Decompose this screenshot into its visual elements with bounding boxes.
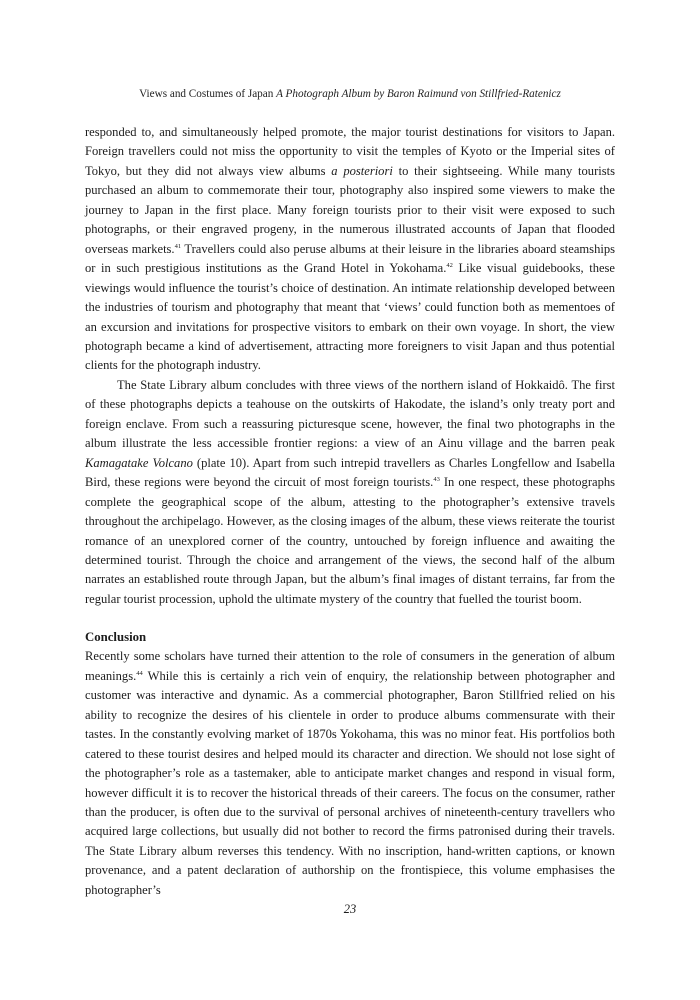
paragraph-2 bbox=[85, 376, 615, 609]
paragraph-2-text-3: In one respect, these photographs complete the geographical scope of the album, attesting to the photographer’s extensive travels throughout the archipelago. However, as the closing images of the album, these views reiterate the tourist romance of an unexplored corner of the country, untouched by foreign influence and awaiting the determined tourist. Through the choice and arrangement of the views, the second half of the album narrates an established route through Japan, but the album’s final images of distant terrains, far from the regular tourist procession, uphold the ultimate mystery of the country that fuelled the tourist boom. bbox=[85, 475, 615, 606]
footnote-ref-42[interactable]: 42 bbox=[446, 262, 453, 270]
running-header-title: Views and Costumes of Japan bbox=[139, 88, 274, 100]
paragraph-3-text-1: Recently some scholars have turned their attention to the role of consumers in the generation of album meanings. bbox=[85, 649, 615, 683]
paragraph-2-text-1: The State Library album concludes with three views of the northern island of Hokkaidô. The first of these photographs depicts a teahouse on the outskirts of Hakodate, the island’s only treaty port and foreign enclave. From such a reassuring picturesque scene, however, the final two photographs in the album illustrate the less accessible frontier regions: a view of an Ainu village and the barren peak bbox=[85, 377, 615, 451]
footnote-ref-43[interactable]: 43 bbox=[433, 476, 440, 484]
paragraph-1-text-2: to their sightseeing. While many tourists purchased an album to commemorate their tour, photography also inspired some viewers to make the journey to Japan in the first place. Many foreign tourists prior to their visit were exposed to such photographs, or their engraved progeny, in the numerous illustrated accounts of Japan that flooded overseas markets. bbox=[85, 163, 615, 256]
italic-term: a posteriori bbox=[331, 163, 393, 178]
paragraph-1-text-4: Like visual guidebooks, these viewings would influence the tourist’s choice of destination. An intimate relationship developed between the industries of tourism and photography that meant that ‘views’ could function both as mementoes of an excursion and invitations for prospective visitors to embark on their own voyage. In short, the view photograph became a kind of advertisement, attracting more foreigners to visit Japan and thus potential clients for the photograph industry. bbox=[85, 261, 615, 373]
paragraph-1-text-3: Travellers could also peruse albums at their leisure in the libraries aboard steamships or in such prestigious institutions as the Grand Hotel in Yokohama. bbox=[85, 241, 615, 276]
paragraph-3-text-2: While this is certainly a rich vein of enquiry, the relationship between photographer and customer was interactive and dynamic. As a commercial photographer, Baron Stillfried relied on his ability to recognize the desires of his clientele in order to produce albums commensurate with their tastes. In the constantly evolving market of 1870s Yokohama, this was no minor feat. His portfolios both catered to these tourist desires and helped mould its character and direction. We should not lose sight of the photographer’s role as a tastemaker, able to anticipate market changes and respond in visual form, however difficult it is to recover the historical threads of their careers. The focus on the consumer, rather than the producer, is often due to the survival of personal archives of nineteenth-century travellers who acquired large collections, but usually did not bother to record the firms patronised during their travels. The State Library album reverses this tendency. With no inscription, hand-written captions, or known provenance, and a patent declaration of authorship on the frontispiece, this volume emphasises the photographer’s bbox=[85, 668, 615, 897]
paragraph-3 bbox=[85, 647, 615, 900]
paragraph-1 bbox=[85, 123, 615, 376]
running-header-subtitle: A Photograph Album by Baron Raimund von Stillfried-Ratenicz bbox=[276, 88, 561, 100]
paragraph-2-text-2: (plate 10). Apart from such intrepid travellers as Charles Longfellow and Isabella Bird, these regions were beyond the circuit of most foreign tourists. bbox=[85, 455, 615, 490]
section-heading-conclusion: Conclusion bbox=[85, 630, 147, 645]
footnote-ref-44[interactable]: 44 bbox=[136, 669, 143, 677]
running-header bbox=[0, 88, 700, 100]
paragraph-1-text-1: responded to, and simultaneously helped promote, the major tourist destinations for visitors to Japan. Foreign travellers could not miss the opportunity to visit the temples of Kyoto or the Imperial sites of Tokyo, but they did not always view albums bbox=[85, 125, 615, 178]
page-number: 23 bbox=[343, 902, 357, 916]
body-text bbox=[85, 123, 615, 900]
footnote-ref-41[interactable]: 41 bbox=[174, 242, 182, 250]
italic-plate-title: Kamagatake Volcano bbox=[85, 455, 193, 470]
